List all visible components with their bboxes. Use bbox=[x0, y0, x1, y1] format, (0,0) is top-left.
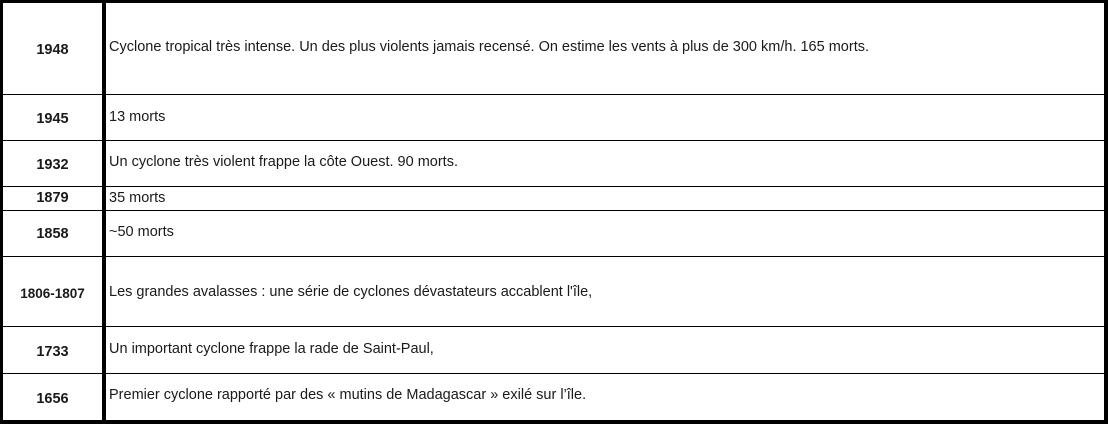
year-label: 1858 bbox=[36, 225, 69, 242]
year-label: 1932 bbox=[36, 157, 69, 174]
description-cell: Premier cyclone rapporté par des « mutins de Madagascar » exilé sur l’île. bbox=[109, 387, 587, 404]
description-cell: Un important cyclone frappe la rade de Saint-Paul, bbox=[104, 327, 1104, 374]
table-row bbox=[3, 327, 1104, 374]
table-row bbox=[3, 3, 1104, 94]
description-cell: Un cyclone très violent frappe la côte Ouest. 90 morts. bbox=[104, 140, 1104, 186]
year-label: 1948 bbox=[36, 42, 69, 59]
table-row bbox=[3, 257, 1104, 327]
year-cell bbox=[3, 186, 104, 210]
year-cell bbox=[3, 327, 104, 374]
year-cell bbox=[3, 257, 104, 327]
year-cell bbox=[3, 210, 104, 256]
description-cell: 13 morts bbox=[104, 94, 1104, 140]
description-cell: Cyclone tropical très intense. Un des plus violents jamais recensé. On estime les vents à plus de 300 km/h. 165 morts. bbox=[104, 3, 1104, 94]
table-row bbox=[3, 374, 1104, 420]
year-cell bbox=[3, 140, 104, 186]
table-row bbox=[3, 140, 1104, 186]
table-row bbox=[3, 94, 1104, 140]
description-cell: 35 morts bbox=[104, 186, 1104, 210]
table-row bbox=[3, 210, 1104, 256]
year-cell bbox=[3, 3, 104, 94]
table-row bbox=[3, 186, 1104, 210]
cyclone-history-table bbox=[3, 3, 1104, 420]
year-label: 1806-1807 bbox=[20, 286, 85, 302]
year-label: 1879 bbox=[36, 190, 69, 207]
year-label: 1945 bbox=[36, 111, 69, 128]
year-label: 1733 bbox=[36, 344, 69, 361]
description-cell: ~50 morts bbox=[104, 210, 1104, 256]
year-cell bbox=[3, 94, 104, 140]
year-cell bbox=[3, 374, 104, 420]
description-cell: Les grandes avalasses : une série de cyclones dévastateurs accablent l'île, bbox=[104, 257, 1104, 327]
year-label: 1656 bbox=[36, 391, 69, 408]
